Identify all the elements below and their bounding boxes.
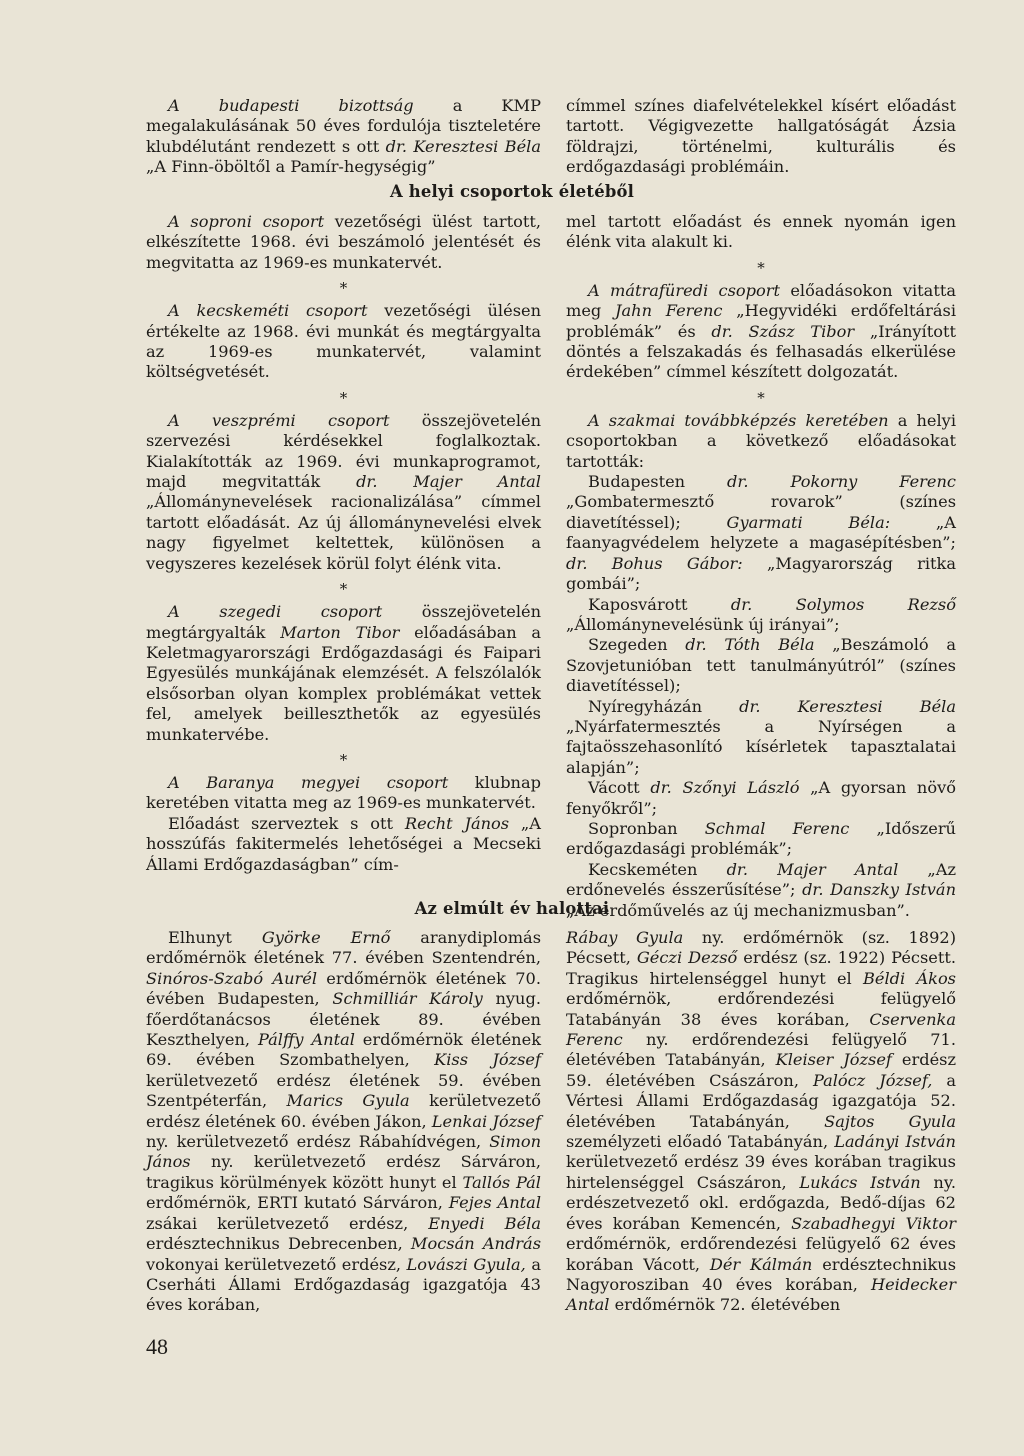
news-paragraph: A Baranya megyei csoport klubnap keretében vitatta meg az 1969-es munkatervét. (146, 772, 541, 813)
obituaries-right-column (566, 928, 956, 1316)
news-paragraph: A veszprémi csoport összejövetelén szervezési kérdésekkel foglalkoztak. Kialakították az 1969. évi munkaprogramot, majd megvitatták dr. Majer Antal „Állománynevelések racionalizálása” címmel tartott előadását. Az új állománynevelési elvek nagy figyelmet keltettek, különösen a vegyszeres kezelések körül folyt élénk vita. (146, 410, 542, 573)
section-heading-obituaries: Az elmúlt év halottai (414, 899, 610, 918)
asterisk-separator: * (339, 279, 348, 298)
news-paragraph: Vácott dr. Szőnyi László „A gyorsan növő fenyőkről”; (566, 778, 956, 818)
news-paragraph: Szegeden dr. Tóth Béla „Beszámoló a Szovjetunióban tett tanulmányútról” (színes diavetítéssel); (566, 635, 957, 696)
news-paragraph: A szegedi csoport összejövetelén megtárgyalták Marton Tibor előadásában a Keletmagyarországi Erdőgazdasági és Faipari Egyesülés munkájának elemzését. A felszólalók elsősorban olyan komplex problémákat vettek fel, amelyek beilleszthetők az egyesülés munkatervébe. (146, 602, 541, 744)
asterisk-separator: * (339, 580, 348, 599)
asterisk-separator: * (339, 750, 348, 769)
news-paragraph: Kaposvárott dr. Solymos Rezső „Állománynevelésünk új irányai”; (566, 594, 956, 634)
intro-paragraph: A budapesti bizottság a KMP megalakulásának 50 éves fordulója tiszteletére klubdélutánt rendezett s ott dr. Keresztesi Béla „A Finn-öböltől a Pamír-hegységig” (146, 96, 541, 177)
obituary-paragraph: Rábay Gyula ny. erdőmérnök (sz. 1892) Pécsett, Géczi Dezső erdész (sz. 1922) Pécsett. Tragikus hirtelenséggel hunyt el Béldi Ákos erdőmérnök, erdőrendezési felügyelő Tatabányán 38 éves korában, Cservenka Ferenc ny. erdőrendezési felügyelő 71. életévében Tatabányán, Kleiser József erdész 59. életévében Császáron, Palócz József, a Vértesi Állami Erdőgazdaság igazgatója 52. életévében Tatabányán, Sajtos Gyula személyzeti előadó Tatabányán, Ladányi István kerületvezető erdész 39 éves korában tragikus hirtelenséggel Császáron, Lukács István ny. erdészetvezető okl. erdőgazda, Bedő-díjas 62 éves korában Kemencén, Szabadhegyi Viktor erdőmérnök, erdőrendezési felügyelő 62 éves korában Vácott, Dér Kálmán erdésztechnikus Nagyorosziban 40 éves korában, Heidecker Antal erdőmérnök 72. életévében (566, 928, 957, 1315)
news-paragraph: A soproni csoport vezetőségi ülést tartott, elkészítette 1968. évi beszámoló jelentését és megvitatta az 1969-es munkatervét. (146, 212, 541, 272)
news-paragraph: Sopronban Schmal Ferenc „Időszerű erdőgazdasági problémák”; (566, 818, 956, 859)
intro-right-column (566, 96, 956, 178)
section-heading-local-groups: A helyi csoportok életéből (389, 182, 635, 201)
news-paragraph: Kecskeméten dr. Majer Antal „Az erdőnevelés ésszerűsítése”; dr. Danszky István „Az erdőművelés az új mechanizmusban”. (566, 859, 956, 920)
news-paragraph: A szakmai továbbképzés keretében a helyi csoportokban a következő előadásokat tartották: (566, 410, 956, 471)
asterisk-separator: * (757, 258, 765, 277)
news-paragraph: A kecskeméti csoport vezetőségi ülésen értékelte az 1968. évi munkát és megtárgyalta az 1969-es munkatervét, valamint költségvetését. (146, 301, 542, 382)
local-groups-left-column (146, 212, 541, 875)
local-groups-right-column (566, 212, 956, 921)
page-number: 48 (146, 1334, 168, 1359)
news-paragraph: A mátrafüredi csoport előadásokon vitatta meg Jahn Ferenc „Hegyvidéki erdőfeltárási problémák” és dr. Szász Tibor „Irányított döntés a felszakadás és felhasadás elkerülése érdekében” címmel készített dolgozatát. (566, 280, 957, 382)
news-paragraph: Előadást szerveztek s ott Recht János „A hosszúfás fakitermelés lehetőségei a Mecseki Állami Erdőgazdaságban” cím- (146, 813, 541, 874)
news-paragraph: Budapesten dr. Pokorny Ferenc „Gombatermesztő rovarok” (színes diavetítéssel); Gyarmati Béla: „A faanyagvédelem helyzete a magasépítésben”; dr. Bohus Gábor: „Magyarország ritka gombái”; (566, 472, 956, 594)
asterisk-separator: * (757, 388, 765, 407)
obituaries-left-column (146, 928, 541, 1316)
news-paragraph: mel tartott előadást és ennek nyomán igen élénk vita alakult ki. (566, 212, 956, 252)
obituary-paragraph: Elhunyt Györke Ernő aranydiplomás erdőmérnök életének 77. évében Szentendrén, Sinóros-Szabó Aurél erdőmérnök életének 70. évében Budapesten, Schmilliár Károly nyug. főerdőtanácsos életének 89. évében Keszthelyen, Pálffy Antal erdőmérnök életének 69. évében Szombathelyen, Kiss József kerületvezető erdész életének 59. évében Szentpéterfán, Marics Gyula kerületvezető erdész életének 60. évében Jákon, Lenkai József ny. kerületvezető erdész Rábahídvégen, Simon János ny. kerületvezető erdész Sárváron, tragikus körülmények között hunyt el Tallós Pál erdőmérnök, ERTI kutató Sárváron, Fejes Antal zsákai kerületvezető erdész, Enyedi Béla erdésztechnikus Debrecenben, Mocsán András vokonyai kerületvezető erdész, Lovászi Gyula, a Cserháti Állami Erdőgazdaság igazgatója 43 éves korában, (146, 928, 542, 1315)
asterisk-separator: * (339, 388, 348, 407)
intro-paragraph: címmel színes diafelvételekkel kísért előadást tartott. Végigvezette hallgatóságát Ázsia földrajzi, történelmi, kulturális és erdőgazdasági problémáin. (566, 96, 956, 177)
intro-left-column (146, 96, 541, 178)
news-paragraph: Nyíregyházán dr. Keresztesi Béla „Nyárfatermesztés a Nyírségen a fajtaösszehasonlító kísérletek tapasztalatai alapján”; (566, 696, 956, 777)
